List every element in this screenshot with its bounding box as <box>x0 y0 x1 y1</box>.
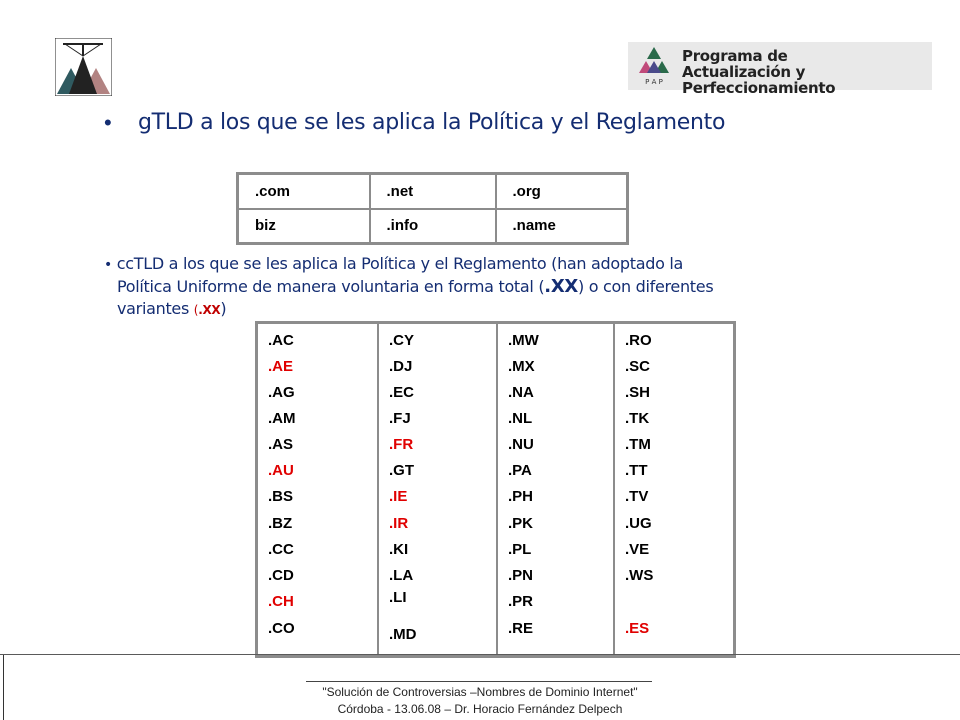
cctld-line1: ccTLD a los que se les aplica la Política y el Reglamento (han adoptado la <box>116 254 684 273</box>
cctld-table <box>255 321 736 658</box>
cctld-code: .GT <box>389 462 414 479</box>
cctld-code: .AM <box>268 410 296 427</box>
cctld-line3-paren: ( <box>193 303 199 317</box>
cctld-code: .CH <box>268 593 294 610</box>
cctld-code: .VE <box>625 541 650 558</box>
cctld-code: .TT <box>625 462 648 479</box>
cctld-code: .TM <box>625 436 651 453</box>
pap-line2: Actualización y Perfeccionamiento <box>682 63 836 97</box>
cctld-code: .WS <box>625 567 654 584</box>
cctld-code: .KI <box>389 541 409 558</box>
cctld-code: .LI <box>389 589 407 606</box>
footer-credit: Córdoba - 13.06.08 – Dr. Horacio Fernández Delpech <box>337 702 623 716</box>
footer-rule <box>306 681 652 682</box>
table-row <box>238 174 628 209</box>
cctld-code: .TV <box>625 488 649 505</box>
cctld-code: .RO <box>625 332 652 349</box>
cctld-code: .PR <box>508 593 534 610</box>
heading-bullet: • <box>104 110 112 135</box>
gtld-table <box>236 172 629 245</box>
cctld-code: .AG <box>268 384 295 401</box>
cctld-code: .NU <box>508 436 534 453</box>
cctld-code: .CY <box>389 332 415 349</box>
cctld-code: .RE <box>508 620 534 637</box>
cctld-code: .PA <box>508 462 532 479</box>
table-cell: biz <box>238 209 370 244</box>
cctld-code: .AE <box>268 358 294 375</box>
cctld-code: .CO <box>268 620 295 637</box>
pap-mark-text: P A P <box>645 78 663 86</box>
table-cell: .com <box>238 174 370 209</box>
cctld-code: .AS <box>268 436 294 453</box>
cctld-line3-b: ) <box>220 299 227 318</box>
cctld-code: .MD <box>389 626 417 643</box>
cctld-code: .FR <box>389 436 414 453</box>
cctld-code: .PL <box>508 541 532 558</box>
pap-line1: Programa de <box>682 47 788 65</box>
cctld-code: .UG <box>625 515 652 532</box>
cctld-code: .SC <box>625 358 651 375</box>
cctld-code: .MX <box>508 358 535 375</box>
cctld-code: .BS <box>268 488 294 505</box>
table-row <box>238 209 628 244</box>
cctld-code: .PH <box>508 488 534 505</box>
cctld-code: .PN <box>508 567 534 584</box>
cctld-code: .ES <box>625 620 650 637</box>
cctld-column-4 <box>615 324 733 655</box>
cctld-code: .BZ <box>268 515 293 532</box>
cctld-code: .CD <box>268 567 294 584</box>
table-cell: .name <box>496 209 628 244</box>
cctld-code: .IE <box>389 488 408 505</box>
cctld-code: .AU <box>268 462 294 479</box>
cctld-line3-xx: .XX <box>198 303 221 317</box>
cctld-code: .CC <box>268 541 294 558</box>
cctld-code: .NA <box>508 384 534 401</box>
cctld-code: .AC <box>268 332 294 349</box>
table-cell: .net <box>370 174 496 209</box>
pap-pyramid-icon <box>634 45 674 87</box>
cctld-code: .SH <box>625 384 651 401</box>
cctld-code: .IR <box>389 515 409 532</box>
cctld-code: .TK <box>625 410 650 427</box>
cctld-line2-b: ) o con diferentes <box>578 277 714 296</box>
table-cell: .info <box>370 209 496 244</box>
cctld-code: .FJ <box>389 410 411 427</box>
cctld-code: .NL <box>508 410 533 427</box>
cctld-column-2 <box>379 324 498 655</box>
cctld-line2-xx: .XX <box>544 276 578 297</box>
cctld-column-1 <box>258 324 379 655</box>
cctld-line3-a: variantes <box>117 299 194 318</box>
cctld-line2-a: Política Uniforme de manera voluntaria en forma total ( <box>117 277 545 296</box>
cctld-description <box>104 253 764 321</box>
cctld-bullet: • <box>104 257 112 273</box>
cctld-code: .LA <box>389 567 414 584</box>
pap-logo-text <box>682 48 932 96</box>
pap-logo <box>628 42 932 97</box>
page-title: gTLD a los que se les aplica la Política y el Reglamento <box>138 110 726 135</box>
institution-logo <box>55 38 112 96</box>
footer-title: "Solución de Controversias –Nombres de Dominio Internet" <box>322 685 638 699</box>
cctld-code: .EC <box>389 384 415 401</box>
table-cell: .org <box>496 174 628 209</box>
cctld-column-3 <box>498 324 615 655</box>
cctld-code: .DJ <box>389 358 413 375</box>
cctld-code: .PK <box>508 515 534 532</box>
cctld-code: .MW <box>508 332 539 349</box>
